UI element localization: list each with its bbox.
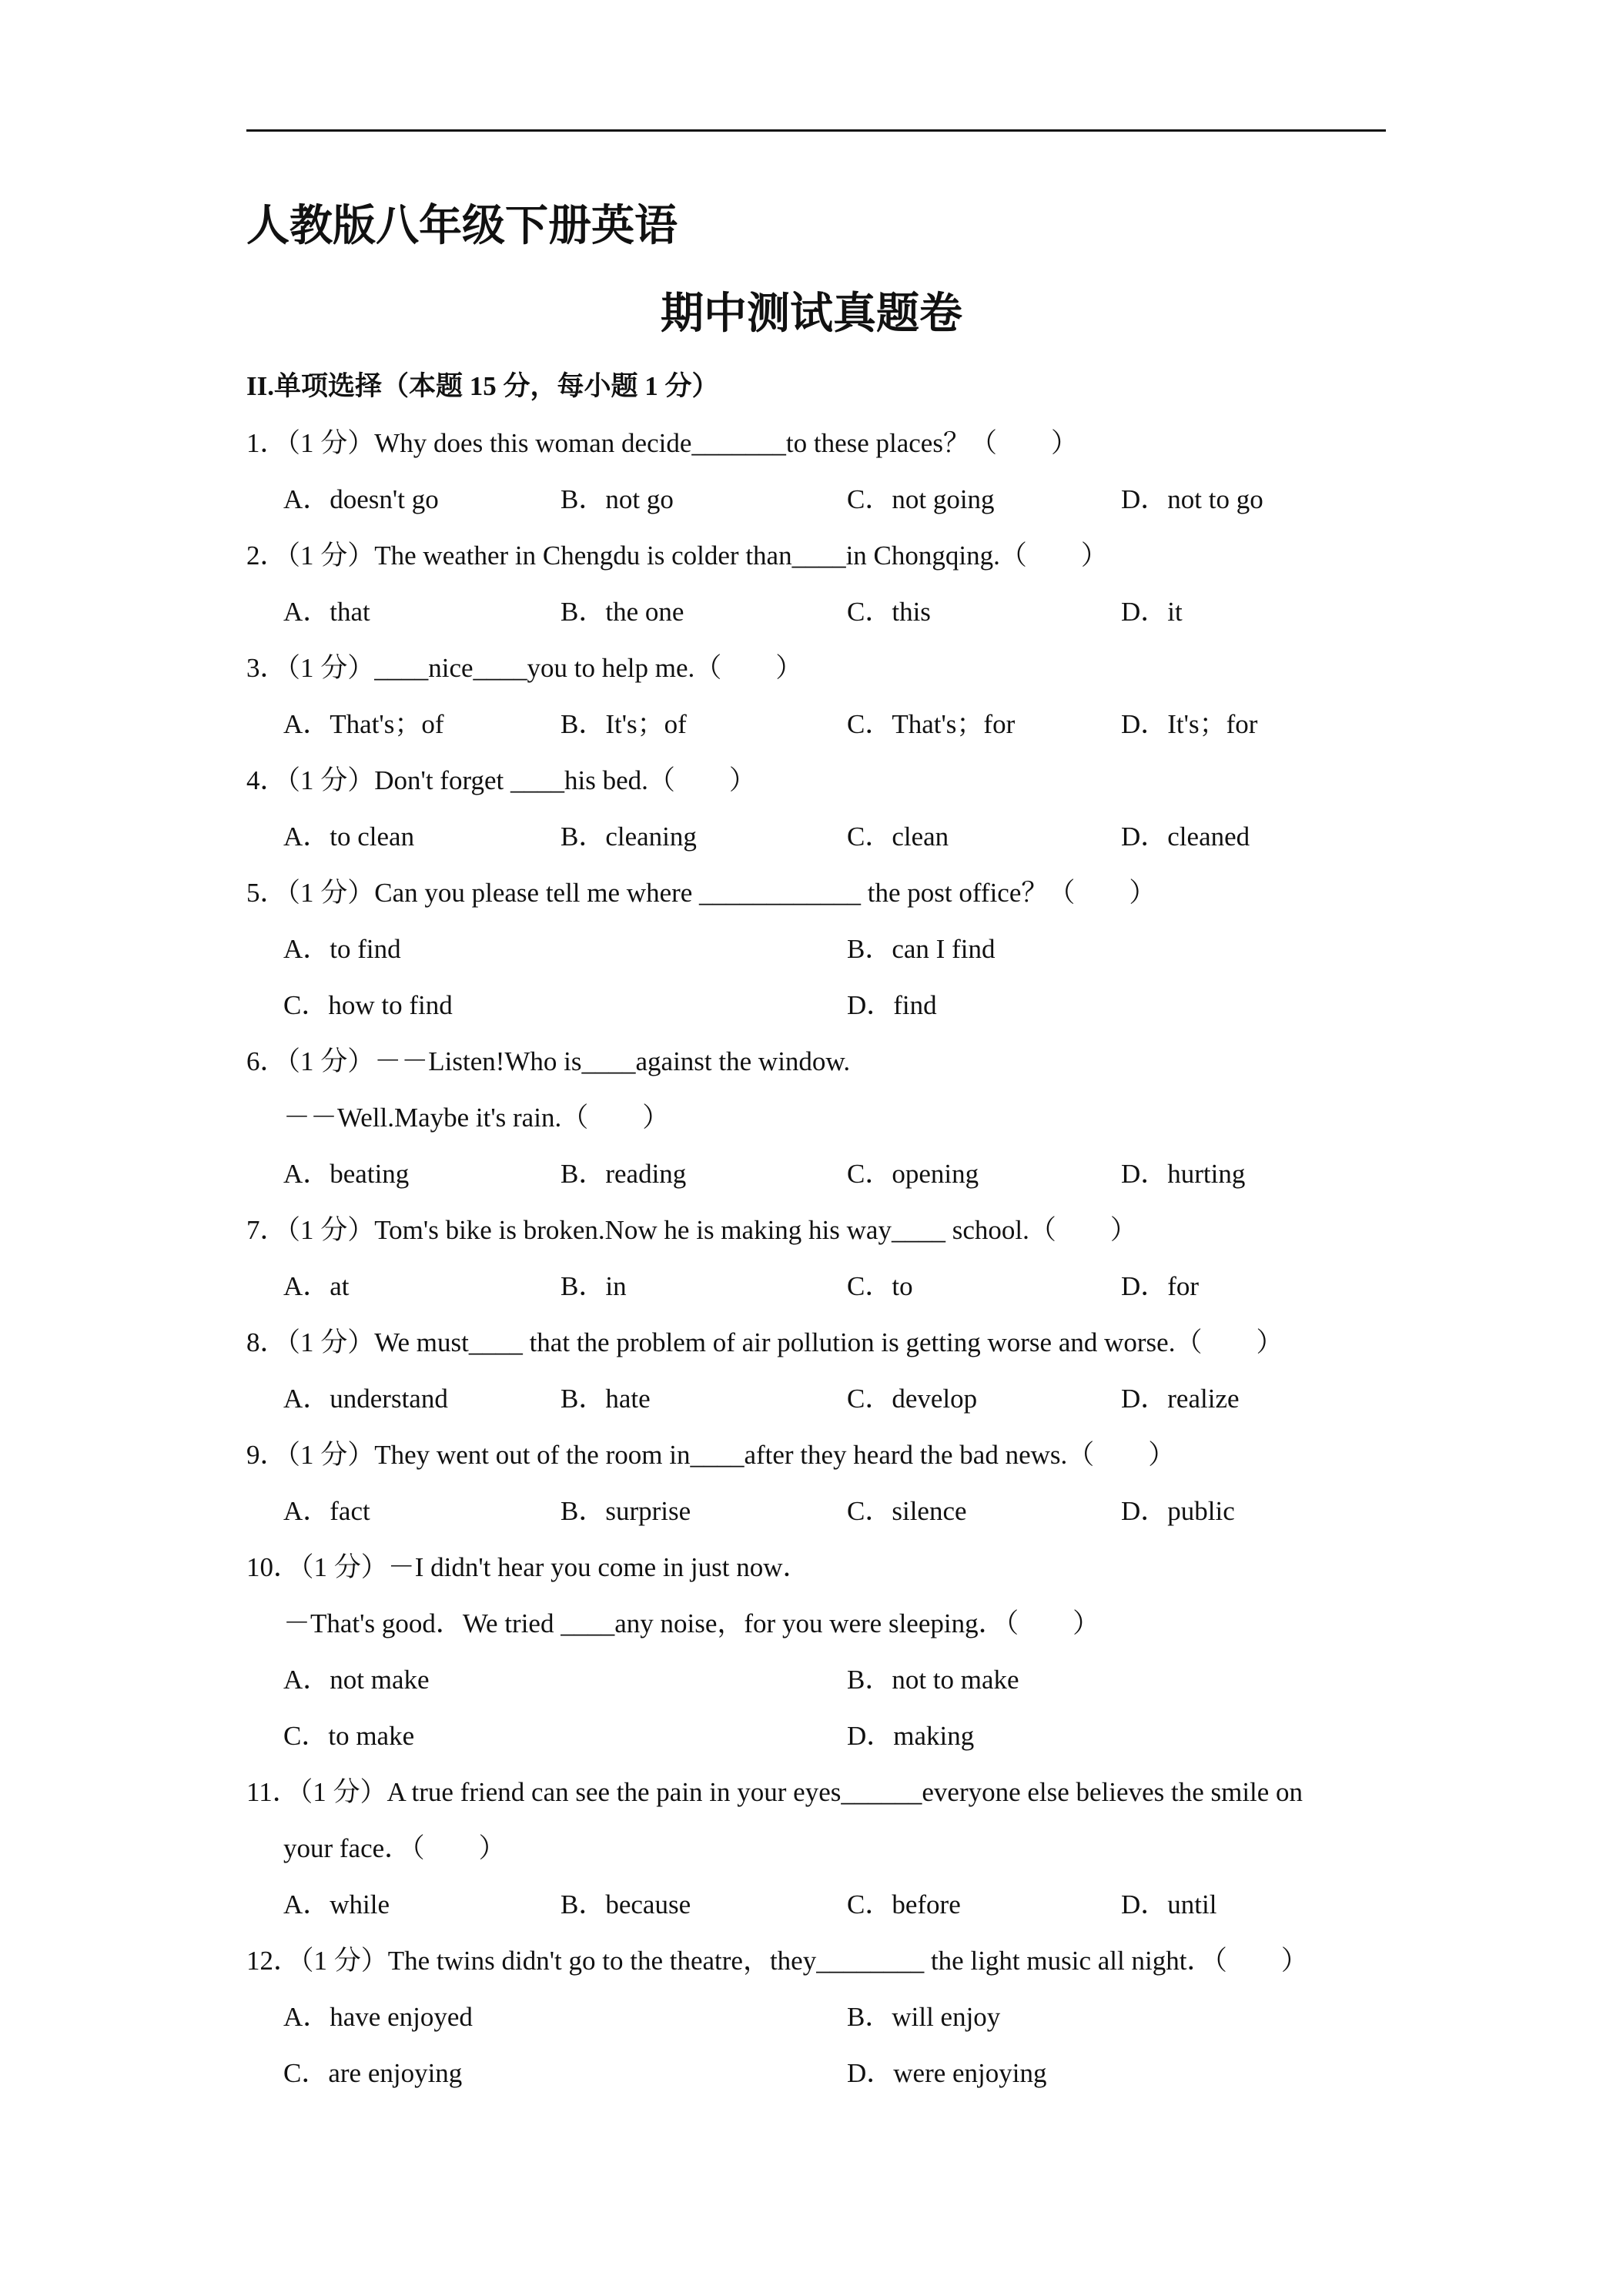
- question-list: [246, 425, 1394, 2111]
- options-row: [246, 1662, 1394, 1718]
- options-row: [246, 931, 1394, 987]
- answer-option: B．can I find: [847, 934, 996, 964]
- answer-option: D．until: [1121, 1889, 1217, 1919]
- answer-option: A．doesn't go: [283, 484, 439, 514]
- answer-option: C．not going: [847, 484, 995, 514]
- answer-option: C．silence: [847, 1496, 967, 1526]
- answer-option: C．develop: [847, 1384, 978, 1414]
- question-stem-continued: －－Well.Maybe it's rain.（ ）: [283, 1103, 670, 1133]
- answer-option: A．That's；of: [283, 709, 444, 739]
- options-row: [246, 2055, 1394, 2111]
- answer-option: A．fact: [283, 1496, 370, 1526]
- question-stem-continued: your face．（ ）: [283, 1833, 506, 1863]
- options-row: [246, 1718, 1394, 1774]
- question-stem: 11．（1 分）A true friend can see the pain in your eyes______everyone else believes the smile on: [246, 1777, 1303, 1807]
- answer-option: D．not to go: [1121, 484, 1263, 514]
- answer-option: A．beating: [283, 1159, 410, 1189]
- question-stem: 4．（1 分）Don't forget ____his bed.（ ）: [246, 765, 756, 795]
- question-stem: 9．（1 分）They went out of the room in____after they heard the bad news.（ ）: [246, 1440, 1176, 1470]
- question-stem: 3．（1 分）____nice____you to help me.（ ）: [246, 653, 803, 683]
- answer-option: D．find: [847, 990, 937, 1020]
- question-stem: 10．（1 分）－I didn't hear you come in just now．: [246, 1552, 810, 1582]
- answer-option: C．this: [847, 597, 931, 627]
- options-row: [246, 481, 1394, 537]
- question-stem: 8．（1 分）We must____ that the problem of air pollution is getting worse and worse.（ ）: [246, 1327, 1283, 1357]
- answer-option: C．to make: [283, 1721, 415, 1751]
- options-row: [246, 1156, 1394, 1212]
- answer-option: A．to find: [283, 934, 401, 964]
- answer-option: D．it: [1121, 597, 1183, 627]
- answer-option: C．before: [847, 1889, 961, 1919]
- answer-option: A．to clean: [283, 822, 415, 852]
- options-row: [246, 818, 1394, 875]
- options-row: [246, 594, 1394, 650]
- answer-option: A．while: [283, 1889, 390, 1919]
- answer-option: D．making: [847, 1721, 975, 1751]
- answer-option: C．opening: [847, 1159, 979, 1189]
- options-row: [246, 1381, 1394, 1437]
- section-heading: II.单项选择（本题 15 分，每小题 1 分）: [246, 371, 719, 401]
- answer-option: B．the one: [561, 597, 684, 627]
- answer-option: D．realize: [1121, 1384, 1240, 1414]
- answer-option: B．It's；of: [561, 709, 687, 739]
- answer-option: D．were enjoying: [847, 2058, 1047, 2088]
- question-stem: 7．（1 分）Tom's bike is broken.Now he is making his way____ school.（ ）: [246, 1215, 1137, 1245]
- page-title: 人教版八年级下册英语: [246, 202, 678, 250]
- page-subtitle: 期中测试真题卷: [661, 290, 962, 338]
- question-stem-continued: －That's good．We tried ____any noise，for you were sleeping．（ ）: [283, 1608, 1100, 1638]
- answer-option: B．surprise: [561, 1496, 691, 1526]
- question-stem: 5．（1 分）Can you please tell me where ____________ the post office？（ ）: [246, 878, 1156, 908]
- answer-option: C．how to find: [283, 990, 453, 1020]
- answer-option: C．clean: [847, 822, 949, 852]
- answer-option: C．are enjoying: [283, 2058, 463, 2088]
- options-row: [246, 1886, 1394, 1943]
- answer-option: A．that: [283, 597, 370, 627]
- answer-option: B．in: [561, 1271, 627, 1301]
- question-stem: 12．（1 分）The twins didn't go to the theatre，they________ the light music all night．（ ）: [246, 1946, 1308, 1976]
- answer-option: D．cleaned: [1121, 822, 1250, 852]
- answer-option: A．at: [283, 1271, 350, 1301]
- answer-option: C．That's；for: [847, 709, 1016, 739]
- answer-option: D．hurting: [1121, 1159, 1246, 1189]
- answer-option: A．not make: [283, 1665, 430, 1695]
- question-stem: 1．（1 分）Why does this woman decide_______to these places？（ ）: [246, 428, 1078, 458]
- options-row: [246, 1493, 1394, 1549]
- header-rule: [246, 129, 1386, 132]
- answer-option: B．because: [561, 1889, 691, 1919]
- answer-option: C．to: [847, 1271, 913, 1301]
- options-row: [246, 987, 1394, 1043]
- answer-option: D．for: [1121, 1271, 1200, 1301]
- answer-option: B．reading: [561, 1159, 687, 1189]
- answer-option: B．not to make: [847, 1665, 1019, 1695]
- options-row: [246, 1999, 1394, 2055]
- options-row: [246, 706, 1394, 762]
- question-stem: 6．（1 分）－－Listen!Who is____against the window.: [246, 1046, 851, 1076]
- answer-option: B．hate: [561, 1384, 651, 1414]
- answer-option: B．not go: [561, 484, 674, 514]
- options-row: [246, 1268, 1394, 1324]
- question-stem: 2．（1 分）The weather in Chengdu is colder than____in Chongqing.（ ）: [246, 541, 1108, 571]
- answer-option: A．understand: [283, 1384, 448, 1414]
- answer-option: D．It's；for: [1121, 709, 1258, 739]
- answer-option: B．cleaning: [561, 822, 697, 852]
- answer-option: D．public: [1121, 1496, 1235, 1526]
- answer-option: B．will enjoy: [847, 2002, 1001, 2032]
- answer-option: A．have enjoyed: [283, 2002, 473, 2032]
